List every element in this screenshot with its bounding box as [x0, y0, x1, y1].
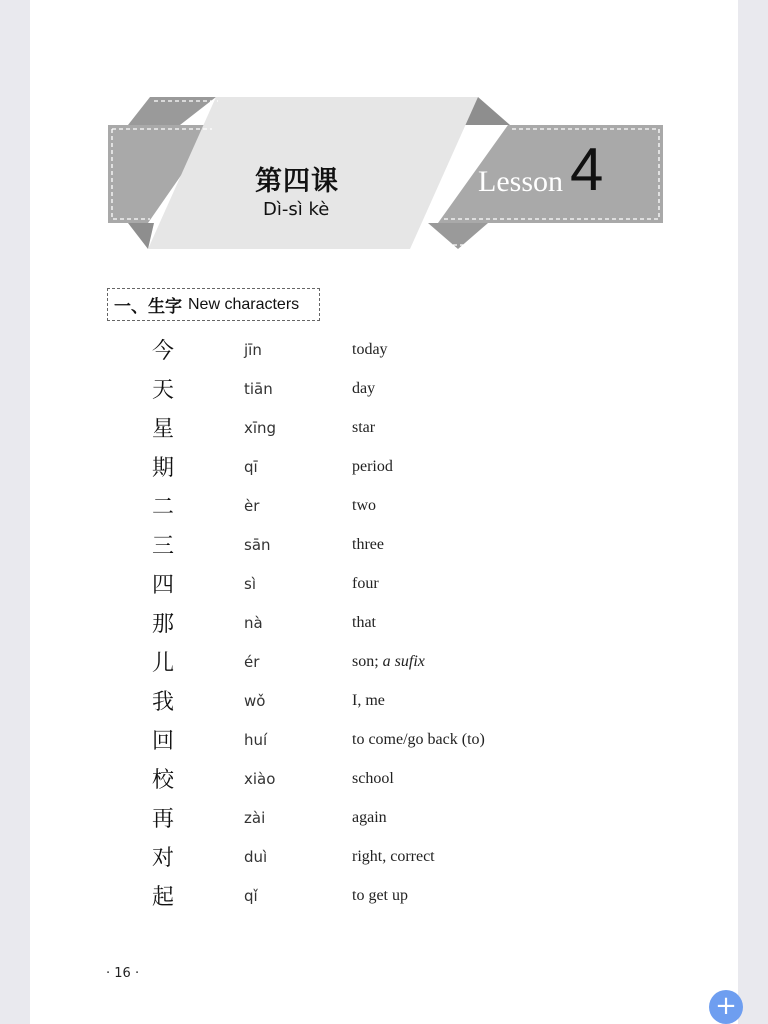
vocab-row	[30, 837, 738, 876]
vocab-hanzi: 起	[152, 885, 175, 910]
vocab-hanzi: 再	[152, 807, 175, 832]
vocab-meaning: school	[352, 770, 394, 787]
vocab-row	[30, 408, 738, 447]
vocab-meaning: that	[352, 614, 376, 631]
vocab-hanzi: 三	[152, 534, 175, 559]
vocab-meaning: to come/go back (to)	[352, 731, 485, 748]
page-number: · 16 ·	[106, 966, 140, 981]
vocab-meaning: I, me	[352, 692, 385, 709]
vocab-hanzi: 校	[152, 768, 175, 793]
vocab-hanzi: 天	[152, 378, 175, 403]
vocab-meaning	[352, 653, 425, 671]
book-page	[30, 0, 738, 1024]
vocab-pinyin: sān	[244, 536, 271, 554]
vocab-row	[30, 720, 738, 759]
vocab-meaning: three	[352, 536, 384, 553]
vocab-meaning: four	[352, 575, 379, 592]
plus-icon: +	[715, 991, 737, 1021]
vocab-meaning: again	[352, 809, 387, 826]
vocab-pinyin: xiào	[244, 770, 276, 788]
vocab-row	[30, 681, 738, 720]
lesson-number: 4	[570, 136, 604, 203]
vocab-hanzi: 回	[152, 729, 175, 754]
vocab-hanzi: 星	[152, 417, 175, 442]
lesson-word: Lesson	[478, 165, 563, 198]
vocab-hanzi: 四	[152, 573, 175, 598]
vocab-meaning: right, correct	[352, 848, 435, 865]
vocab-pinyin: qī	[244, 458, 258, 476]
lesson-title: 第四课	[255, 166, 339, 197]
lesson-banner	[108, 95, 668, 255]
section-heading	[107, 288, 320, 321]
vocab-pinyin: ér	[244, 653, 260, 671]
vocab-row	[30, 447, 738, 486]
vocab-row	[30, 330, 738, 369]
vocab-pinyin: jīn	[244, 341, 262, 359]
vocab-row	[30, 603, 738, 642]
vocab-meaning-text: son;	[352, 653, 379, 670]
vocab-pinyin: zài	[244, 809, 266, 827]
vocab-meaning: today	[352, 341, 388, 358]
vocab-hanzi: 我	[152, 690, 175, 715]
vocab-hanzi: 今	[152, 339, 175, 364]
lesson-pinyin: Dì-sì kè	[263, 199, 330, 220]
vocab-pinyin: nà	[244, 614, 263, 632]
vocab-row	[30, 525, 738, 564]
vocab-pinyin: sì	[244, 575, 256, 593]
vocab-row	[30, 798, 738, 837]
vocab-pinyin: qǐ	[244, 887, 258, 905]
vocab-pinyin: tiān	[244, 380, 273, 398]
vocab-row	[30, 486, 738, 525]
vocab-meaning: to get up	[352, 887, 408, 904]
vocab-row	[30, 642, 738, 681]
vocab-pinyin: duì	[244, 848, 268, 866]
vocab-meaning: star	[352, 419, 376, 436]
vocab-hanzi: 二	[152, 495, 175, 520]
vocab-row	[30, 564, 738, 603]
vocab-pinyin: wǒ	[244, 692, 266, 710]
vocab-meaning: period	[352, 458, 393, 475]
vocab-meaning: two	[352, 497, 376, 514]
vocab-pinyin: èr	[244, 497, 260, 515]
vocab-pinyin: huí	[244, 731, 268, 749]
vocab-hanzi: 期	[152, 456, 175, 481]
vocab-meaning: day	[352, 380, 376, 397]
add-button[interactable]	[709, 990, 743, 1024]
vocab-hanzi: 那	[152, 612, 175, 637]
section-heading-en: New characters	[188, 295, 300, 313]
section-heading-cn: 一、生字	[114, 297, 182, 317]
vocab-meaning-italic: a sufix	[382, 653, 425, 670]
vocab-hanzi: 对	[152, 846, 175, 871]
vocab-row	[30, 369, 738, 408]
vocab-row	[30, 876, 738, 915]
vocab-hanzi: 儿	[152, 651, 175, 676]
vocab-row	[30, 759, 738, 798]
vocab-pinyin: xīng	[244, 419, 277, 437]
